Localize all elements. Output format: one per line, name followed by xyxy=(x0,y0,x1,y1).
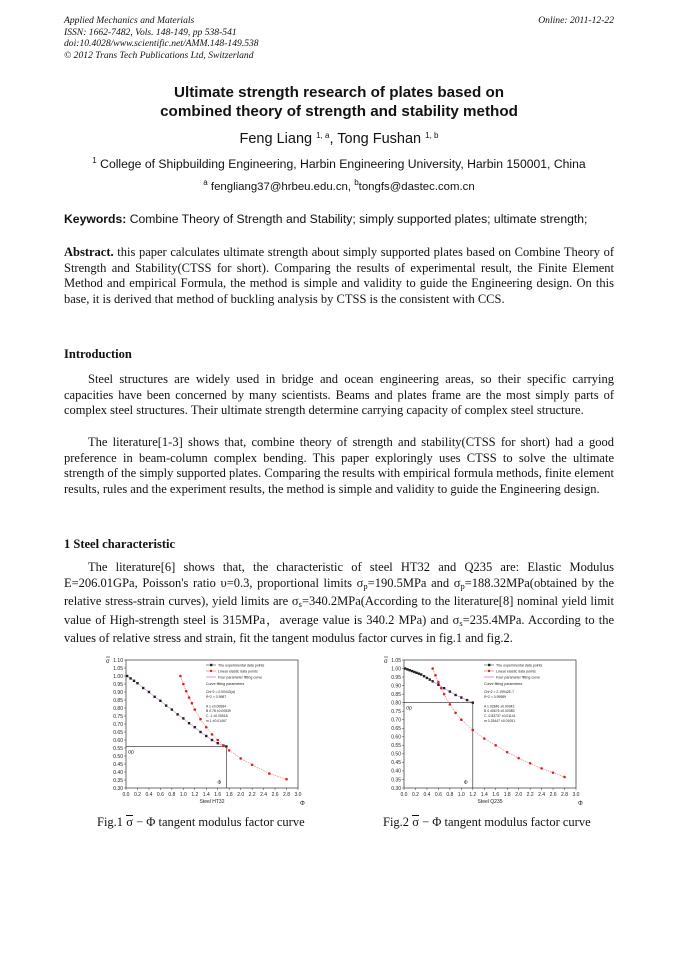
experimental-data-point xyxy=(415,672,417,674)
elastic-data-point xyxy=(216,739,219,742)
fig2-caption-sigma: σ xyxy=(412,815,419,829)
email-a-sup: a xyxy=(203,178,208,187)
legend-entry: The experimental data points xyxy=(218,663,265,668)
x-axis-symbol: Φ xyxy=(578,801,583,807)
s1-text-3: =188.32MPa(obtained by the relative stress-strain curves), yield limits are σ xyxy=(64,575,615,609)
params-title: Curve fitting parameters xyxy=(484,682,523,686)
s1-sub-2: p xyxy=(460,580,465,591)
experimental-data-point xyxy=(171,708,173,710)
experimental-data-point xyxy=(165,704,167,706)
elastic-data-point xyxy=(540,767,543,770)
authors xyxy=(0,131,678,147)
author-1-sup: 1, a xyxy=(316,131,330,140)
figure-2-caption xyxy=(383,815,591,830)
y-tick-label: 0.40 xyxy=(113,769,123,776)
elastic-data-point xyxy=(211,733,214,736)
params-line: m 1 ±0.01467 xyxy=(206,718,227,723)
elastic-data-point xyxy=(205,726,208,729)
experimental-data-point xyxy=(429,678,431,680)
legend-marker xyxy=(210,664,212,666)
y-tick-label: 0.80 xyxy=(391,700,401,707)
phi-p-label: Φ xyxy=(463,780,468,786)
x-tick-label: 0.4 xyxy=(423,792,431,798)
experimental-data-point xyxy=(460,696,462,698)
y-tick-label: 0.55 xyxy=(113,745,123,752)
experimental-data-point xyxy=(182,717,184,719)
affiliation-sup: 1 xyxy=(92,156,97,165)
y-tick-label: 1.00 xyxy=(391,666,401,673)
experimental-data-point xyxy=(426,677,428,679)
experimental-data-point xyxy=(437,684,439,686)
legend-entry: Four parameter fitting curve xyxy=(218,675,263,680)
x-tick-label: 0.8 xyxy=(446,792,454,798)
s1-text-4: =340.2MPa(According to the literature[8] nominal yield limit value of High-strength steel is 315MPa，average value is 340.2 MPa) and σ xyxy=(64,594,614,627)
affiliation-text: College of Shipbuilding Engineering, Harbin Engineering University, Harbin 150001, China xyxy=(96,157,586,171)
experimental-data-point xyxy=(466,699,468,701)
x-tick-label: 1.2 xyxy=(191,792,199,798)
emails xyxy=(0,178,678,193)
experimental-data-point xyxy=(217,742,219,744)
affiliation xyxy=(0,156,678,171)
y-tick-label: 0.95 xyxy=(391,674,401,681)
x-tick-label: 3.0 xyxy=(572,792,580,798)
y-tick-label: 0.75 xyxy=(391,709,401,715)
y-axis-symbol: σ xyxy=(106,659,110,665)
elastic-data-point xyxy=(483,737,486,740)
experimental-data-point xyxy=(431,680,433,682)
x-axis-title: Steel Q235 xyxy=(477,799,503,805)
x-tick-label: 0.2 xyxy=(411,792,419,798)
x-tick-label: 1.4 xyxy=(480,792,488,798)
experimental-data-point xyxy=(205,735,207,737)
elastic-data-point xyxy=(239,757,242,760)
elastic-data-point xyxy=(199,718,202,721)
y-tick-label: 0.60 xyxy=(113,737,123,744)
elastic-data-point xyxy=(179,675,182,678)
elastic-data-point xyxy=(431,667,434,670)
elastic-data-point xyxy=(188,696,191,699)
keywords-label: Keywords: xyxy=(64,212,127,226)
journal-header xyxy=(64,15,259,61)
paper-title xyxy=(0,83,678,121)
y-tick-label: 0.90 xyxy=(113,689,123,696)
y-tick-label: 1.00 xyxy=(113,673,123,680)
experimental-data-point xyxy=(225,745,227,747)
legend-marker xyxy=(488,664,490,666)
elastic-data-point xyxy=(443,693,446,696)
section-1-paragraph xyxy=(64,560,614,647)
y-tick-label: 1.05 xyxy=(391,657,401,664)
y-tick-label: 0.75 xyxy=(113,713,123,720)
online-date: Online: 2011-12-22 xyxy=(538,15,614,26)
x-tick-label: 2.2 xyxy=(526,792,534,798)
s1-text-1: The literature[6] shows that, the characteristic of steel HT32 and Q235 are: Elastic Modulus E=206.01GPa, Poisson's ratio υ=0.3, proportional limits σ xyxy=(64,560,614,590)
legend-entry: Linear elastic data points xyxy=(218,669,258,674)
fig2-caption-rest: − Φ tangent modulus factor curve xyxy=(418,815,591,829)
experimental-data-point xyxy=(159,700,161,702)
fig1-caption-prefix: Fig.1 xyxy=(97,815,127,829)
experimental-data-point xyxy=(194,726,196,728)
elastic-data-point xyxy=(222,744,225,747)
y-tick-label: 1.10 xyxy=(113,657,123,664)
x-tick-label: 1.6 xyxy=(492,792,500,798)
y-tick-label: 0.35 xyxy=(391,777,401,784)
elastic-data-point xyxy=(251,764,254,767)
experimental-data-point xyxy=(449,690,451,692)
elastic-data-point xyxy=(472,729,475,732)
x-tick-label: 1.8 xyxy=(503,792,511,798)
keywords-text: Combine Theory of Strength and Stability; simply supported plates; ultimate strength; xyxy=(126,212,588,226)
x-axis-symbol: Φ xyxy=(300,801,305,807)
y-tick-label: 0.60 xyxy=(391,734,401,741)
y-tick-label: 0.70 xyxy=(391,717,401,724)
s1-sub-4: s xyxy=(459,617,463,628)
y-tick-label: 1.05 xyxy=(113,665,123,672)
sigma-p-label: σp xyxy=(128,749,134,756)
x-tick-label: 1.6 xyxy=(214,792,222,798)
x-tick-label: 2.4 xyxy=(260,792,268,798)
email-b: tongfs@dastec.com.cn xyxy=(358,181,475,193)
y-tick-label: 0.65 xyxy=(391,726,401,733)
s1-text-2: =190.5MPa and σ xyxy=(367,575,461,590)
elastic-data-point xyxy=(506,751,509,754)
fig2-caption-prefix: Fig.2 xyxy=(383,815,413,829)
x-tick-label: 1.0 xyxy=(457,792,465,798)
y-tick-label: 0.30 xyxy=(391,785,401,792)
y-tick-label: 0.55 xyxy=(391,743,401,750)
params-line: A 1.02846 ±0.00343 xyxy=(484,704,515,709)
author-separator: , xyxy=(329,131,338,147)
params-line: B 0.40676 ±0.00383 xyxy=(484,709,515,714)
experimental-data-point xyxy=(404,667,406,669)
x-tick-label: 3.0 xyxy=(294,792,302,798)
experimental-data-point xyxy=(423,675,425,677)
elastic-data-point xyxy=(460,718,463,721)
elastic-data-point xyxy=(454,712,457,715)
y-tick-label: 0.50 xyxy=(113,753,123,760)
plot-frame xyxy=(126,660,298,788)
elastic-data-point xyxy=(517,757,520,760)
x-tick-label: 2.0 xyxy=(237,792,245,798)
elastic-data-point xyxy=(440,687,443,690)
params-title: Curve fitting parameters xyxy=(206,682,245,686)
experimental-data-point xyxy=(136,682,138,684)
sigma-p-label: σp xyxy=(406,705,412,712)
email-a: fengliang37@hrbeu.edu.cn, xyxy=(207,181,355,193)
experimental-data-point xyxy=(142,687,144,689)
experimental-data-point xyxy=(406,668,408,670)
experimental-data-point xyxy=(420,673,422,675)
legend-entry: Four parameter fitting curve xyxy=(496,675,541,680)
y-axis-symbol: σ xyxy=(384,659,388,665)
s1-sub-3: s xyxy=(298,599,302,610)
author-1: Feng Liang xyxy=(239,131,317,147)
copyright-line: © 2012 Trans Tech Publications Ltd, Switzerland xyxy=(64,49,254,61)
legend-entry: The experimental data points xyxy=(496,663,543,668)
x-tick-label: 2.6 xyxy=(271,792,279,798)
experimental-data-point xyxy=(211,739,213,741)
y-tick-label: 0.85 xyxy=(391,691,401,698)
author-2-sup: 1, b xyxy=(425,131,439,140)
experimental-data-point xyxy=(411,670,413,672)
x-tick-label: 1.8 xyxy=(225,792,233,798)
x-tick-label: 1.4 xyxy=(202,792,210,798)
y-tick-label: 0.45 xyxy=(391,760,401,767)
phi-p-label: Φ xyxy=(217,780,222,786)
x-axis-title: Steel HT32 xyxy=(199,799,225,805)
legend-entry: Linear elastic data points xyxy=(496,669,536,674)
x-tick-label: 2.0 xyxy=(515,792,523,798)
experimental-data-point xyxy=(126,675,128,677)
y-tick-label: 0.85 xyxy=(113,697,123,704)
y-tick-label: 0.45 xyxy=(113,761,123,768)
x-tick-label: 2.8 xyxy=(561,792,569,798)
params-line: B 0.78 ±0.00539 xyxy=(206,709,231,714)
x-tick-label: 1.0 xyxy=(179,792,187,798)
x-tick-label: 0.8 xyxy=(168,792,176,798)
experimental-data-point xyxy=(188,722,190,724)
elastic-data-point xyxy=(552,771,555,774)
intro-paragraph-2: The literature[1-3] shows that, combine theory of strength and stability(CTSS for short) had a good preference in beam-column complex bending. This paper exploringly uses CTSS to solve the ultimate strength of the simply supported plates. Comparing the results with empirical formula methods, finite element results, rules and the experiment results, the method is simple and validity to guide the Engineering design. xyxy=(64,435,614,496)
author-2: Tong Fushan xyxy=(337,131,426,147)
x-tick-label: 0.2 xyxy=(133,792,141,798)
elastic-data-point xyxy=(194,708,197,711)
issn-line: ISSN: 1662-7482, Vols. 148-149, pp 538-541 xyxy=(64,26,237,38)
elastic-data-point xyxy=(182,683,185,686)
params-line: Chi^2 = 2.19942E-7 xyxy=(484,690,514,694)
doi-line: doi:10.4028/www.scientific.net/AMM.148-149.538 xyxy=(64,38,259,49)
elastic-data-point xyxy=(268,772,271,775)
x-tick-label: 1.2 xyxy=(469,792,477,798)
s1-text-5: =235.4MPa. According to the values of relative stress and strain, fit the tangent modulus factor curves in fig.1 and fig.2. xyxy=(64,612,614,646)
elastic-data-point xyxy=(563,776,566,779)
experimental-data-point xyxy=(454,694,456,696)
section-1-heading: 1 Steel characteristic xyxy=(64,537,176,551)
x-tick-label: 2.4 xyxy=(538,792,546,798)
y-tick-label: 0.40 xyxy=(391,768,401,775)
abstract-text: this paper calculates ultimate strength about simply supported plates based on Combine Theory of Strength and Stability(CTSS for short). Comparing the results of experimental result, the Finite Element Method and empirical Formula, the method is simple and validity to guide the Engineering design. On this base, it is derived that method of buckling analysis by CTSS is the consistent with CCS. xyxy=(64,245,614,306)
experimental-data-point xyxy=(409,669,411,671)
y-tick-label: 0.80 xyxy=(113,705,123,712)
params-line: R^2 = 0.9987 xyxy=(206,694,227,699)
params-line: A 1 ±0.00684 xyxy=(206,704,226,709)
title-line-2: combined theory of strength and stability method xyxy=(160,103,518,120)
elastic-data-point xyxy=(449,703,452,706)
x-tick-label: 2.6 xyxy=(549,792,557,798)
experimental-data-point xyxy=(443,687,445,689)
title-line-1: Ultimate strength research of plates based on xyxy=(174,84,504,101)
figure-1-chart xyxy=(100,654,312,812)
experimental-data-point xyxy=(129,677,131,679)
legend-marker xyxy=(488,670,490,672)
elastic-data-point xyxy=(185,690,188,693)
fig1-caption-rest: − Φ tangent modulus factor curve xyxy=(132,815,305,829)
x-tick-label: 0.6 xyxy=(156,792,164,798)
params-line: R^2 = 0.99989 xyxy=(484,694,507,699)
y-tick-label: 0.35 xyxy=(113,777,123,784)
figure-2-chart xyxy=(378,654,590,812)
params-line: C -0.83737 ±0.01141 xyxy=(484,714,516,718)
elastic-data-point xyxy=(228,749,231,752)
x-tick-label: 0.6 xyxy=(434,792,442,798)
abstract xyxy=(64,245,614,307)
elastic-data-point xyxy=(285,778,288,781)
elastic-data-point xyxy=(529,762,532,765)
legend-marker xyxy=(210,670,212,672)
x-tick-label: 0.0 xyxy=(400,792,408,798)
abstract-label: Abstract. xyxy=(64,245,114,259)
x-tick-label: 0.4 xyxy=(145,792,153,798)
y-tick-label: 0.90 xyxy=(391,683,401,690)
experimental-data-point xyxy=(133,680,135,682)
experimental-data-point xyxy=(413,671,415,673)
y-tick-label: 0.30 xyxy=(113,785,123,792)
figure-1-caption xyxy=(97,815,305,830)
params-line: C -1 ±0.00518 xyxy=(206,714,228,718)
experimental-data-point xyxy=(418,672,420,674)
experimental-data-point xyxy=(148,691,150,693)
params-line: m 0.25447 ±0.01051 xyxy=(484,718,516,723)
y-tick-label: 0.65 xyxy=(113,729,123,736)
elastic-data-point xyxy=(434,674,437,677)
intro-heading: Introduction xyxy=(64,347,132,361)
keywords xyxy=(64,212,624,226)
y-tick-label: 0.95 xyxy=(113,681,123,688)
params-line: Chi^2 = 0.00443(d) xyxy=(206,690,235,694)
email-b-sup: b xyxy=(354,178,359,187)
y-tick-label: 0.50 xyxy=(391,751,401,758)
journal-name: Applied Mechanics and Materials xyxy=(64,15,195,26)
fig1-caption-sigma: σ xyxy=(126,815,133,829)
intro-paragraph-1: Steel structures are widely used in bridge and ocean engineering areas, so their specific carrying capacities have been concerned by many scientists. Beams and plates frame are the most simply parts of complex steel structures. Their ultimate strength determine carrying capacity of complex steel structure. xyxy=(64,372,614,418)
experimental-data-point xyxy=(153,696,155,698)
x-tick-label: 2.8 xyxy=(283,792,291,798)
experimental-data-point xyxy=(176,713,178,715)
x-tick-label: 0.0 xyxy=(122,792,130,798)
x-tick-label: 2.2 xyxy=(248,792,256,798)
elastic-data-point xyxy=(437,681,440,684)
experimental-data-point xyxy=(472,701,474,703)
elastic-data-point xyxy=(494,744,497,747)
y-tick-label: 0.70 xyxy=(113,721,123,728)
elastic-data-point xyxy=(191,702,194,705)
s1-sub-1: p xyxy=(363,580,368,591)
experimental-data-point xyxy=(199,731,201,733)
